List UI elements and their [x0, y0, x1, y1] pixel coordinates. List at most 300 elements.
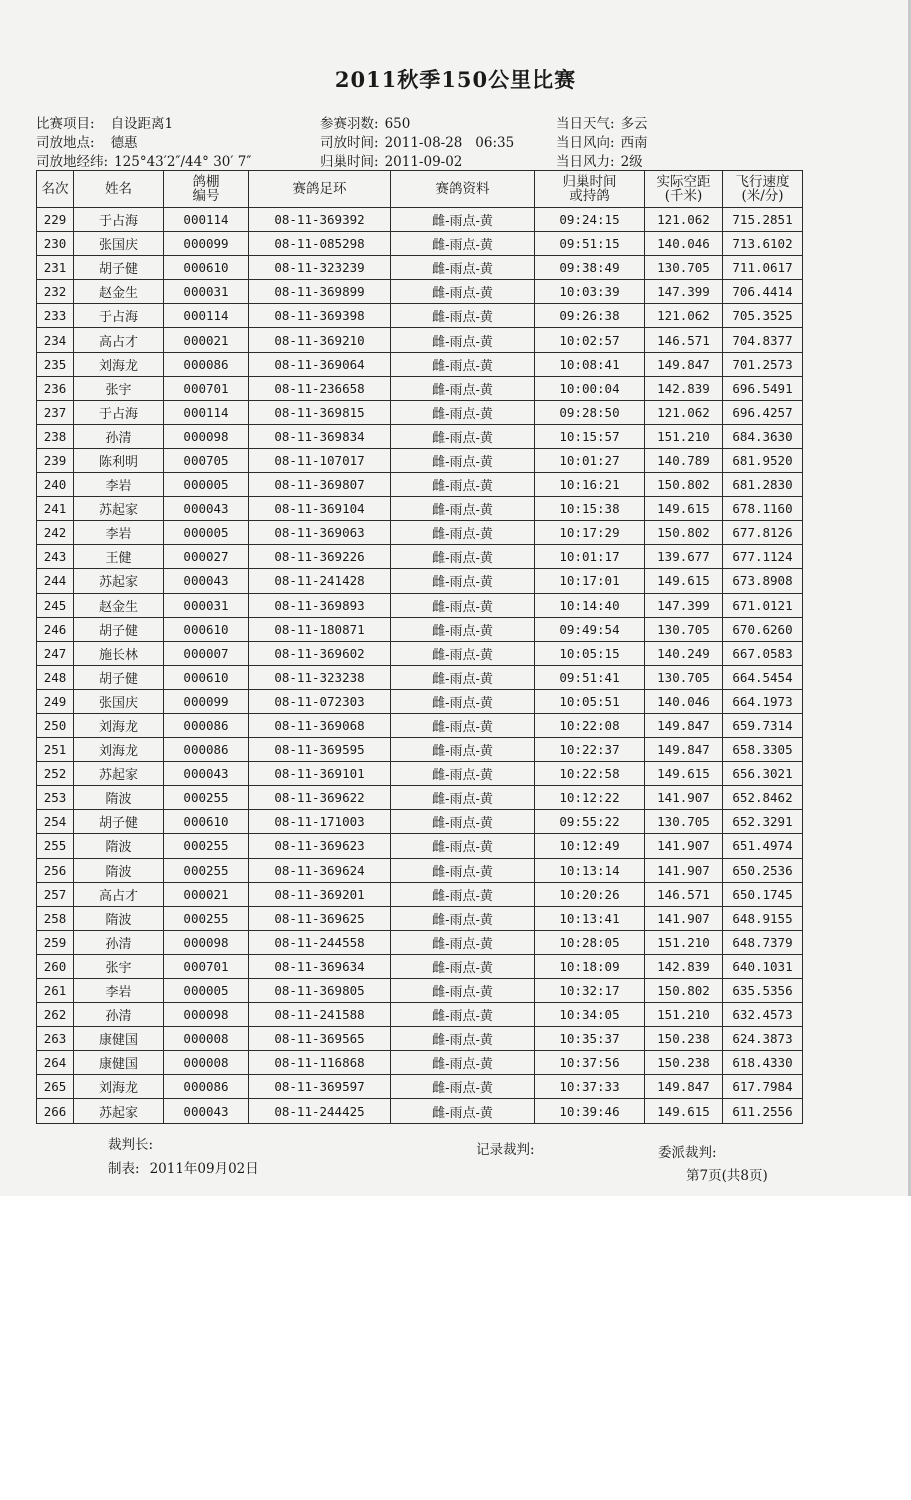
- cell-bird-info: 雌-雨点-黄: [391, 545, 535, 569]
- cell-return-time: 10:17:01: [535, 569, 645, 593]
- cell-return-time: 10:05:15: [535, 641, 645, 665]
- page-indicator: 第7页(共8页): [686, 1168, 768, 1184]
- cell-speed: 664.5454: [723, 665, 803, 689]
- table-row: [37, 786, 803, 810]
- cell-loft-id: 000005: [164, 473, 249, 497]
- cell-distance: 141.907: [645, 906, 723, 930]
- cell-ring-number: 08-11-369834: [249, 424, 391, 448]
- cell-return-time: 09:38:49: [535, 256, 645, 280]
- cell-rank: 248: [37, 665, 74, 689]
- table-header-row: [37, 171, 803, 208]
- cell-ring-number: 08-11-369807: [249, 473, 391, 497]
- table-row: [37, 400, 803, 424]
- cell-name: 胡子健: [74, 665, 164, 689]
- cell-ring-number: 08-11-369226: [249, 545, 391, 569]
- cell-loft-id: 000021: [164, 882, 249, 906]
- cell-rank: 266: [37, 1099, 74, 1123]
- cell-distance: 146.571: [645, 882, 723, 906]
- cell-name: 高占才: [74, 328, 164, 352]
- cell-speed: 659.7314: [723, 713, 803, 737]
- cell-rank: 237: [37, 400, 74, 424]
- cell-speed: 704.8377: [723, 328, 803, 352]
- cell-rank: 262: [37, 1003, 74, 1027]
- cell-distance: 149.847: [645, 352, 723, 376]
- meta-release-time: [320, 131, 514, 151]
- cell-return-time: 10:20:26: [535, 882, 645, 906]
- cell-name: 李岩: [74, 979, 164, 1003]
- cell-distance: 147.399: [645, 280, 723, 304]
- cell-rank: 256: [37, 858, 74, 882]
- cell-loft-id: 000114: [164, 304, 249, 328]
- cell-loft-id: 000043: [164, 497, 249, 521]
- cell-speed: 658.3305: [723, 738, 803, 762]
- meta-release-place-value: 德惠: [110, 135, 138, 151]
- cell-rank: 229: [37, 208, 74, 232]
- cell-speed: 664.1973: [723, 689, 803, 713]
- cell-name: 苏起家: [74, 1099, 164, 1123]
- table-row: [37, 497, 803, 521]
- column-header-loft-id: 鸽棚 编号: [164, 171, 249, 208]
- table-row: [37, 689, 803, 713]
- cell-speed: 677.1124: [723, 545, 803, 569]
- column-header-distance: 实际空距 (千米): [645, 171, 723, 208]
- cell-loft-id: 000027: [164, 545, 249, 569]
- cell-speed: 650.2536: [723, 858, 803, 882]
- cell-name: 陈利明: [74, 448, 164, 472]
- cell-return-time: 10:39:46: [535, 1099, 645, 1123]
- cell-speed: 677.8126: [723, 521, 803, 545]
- cell-rank: 247: [37, 641, 74, 665]
- results-table: [36, 170, 803, 1124]
- cell-distance: 140.046: [645, 232, 723, 256]
- cell-ring-number: 08-11-369899: [249, 280, 391, 304]
- cell-rank: 258: [37, 906, 74, 930]
- cell-loft-id: 000610: [164, 665, 249, 689]
- meta-release-time-value: 2011-08-28 06:35: [384, 135, 515, 151]
- cell-loft-id: 000098: [164, 930, 249, 954]
- cell-bird-info: 雌-雨点-黄: [391, 304, 535, 328]
- cell-bird-info: 雌-雨点-黄: [391, 232, 535, 256]
- cell-speed: 681.2830: [723, 473, 803, 497]
- cell-rank: 239: [37, 448, 74, 472]
- column-header-speed: 飞行速度 (米/分): [723, 171, 803, 208]
- cell-bird-info: 雌-雨点-黄: [391, 352, 535, 376]
- table-row: [37, 521, 803, 545]
- cell-distance: 130.705: [645, 665, 723, 689]
- cell-bird-info: 雌-雨点-黄: [391, 497, 535, 521]
- cell-distance: 142.839: [645, 376, 723, 400]
- table-row: [37, 232, 803, 256]
- cell-distance: 151.210: [645, 424, 723, 448]
- cell-return-time: 10:00:04: [535, 376, 645, 400]
- cell-speed: 640.1031: [723, 954, 803, 978]
- cell-distance: 121.062: [645, 208, 723, 232]
- table-row: [37, 762, 803, 786]
- cell-loft-id: 000255: [164, 906, 249, 930]
- column-header-bird-info: 赛鸽资料: [391, 171, 535, 208]
- table-row: [37, 569, 803, 593]
- cell-ring-number: 08-11-369201: [249, 882, 391, 906]
- cell-name: 施长林: [74, 641, 164, 665]
- table-row: [37, 834, 803, 858]
- cell-ring-number: 08-11-369392: [249, 208, 391, 232]
- table-row: [37, 810, 803, 834]
- table-row: [37, 1075, 803, 1099]
- cell-name: 于占海: [74, 208, 164, 232]
- cell-return-time: 10:18:09: [535, 954, 645, 978]
- cell-name: 隋波: [74, 858, 164, 882]
- cell-bird-info: 雌-雨点-黄: [391, 376, 535, 400]
- cell-bird-info: 雌-雨点-黄: [391, 930, 535, 954]
- cell-return-time: 09:28:50: [535, 400, 645, 424]
- cell-speed: 648.9155: [723, 906, 803, 930]
- table-row: [37, 376, 803, 400]
- cell-distance: 149.615: [645, 1099, 723, 1123]
- cell-return-time: 10:13:14: [535, 858, 645, 882]
- cell-speed: 656.3021: [723, 762, 803, 786]
- table-row: [37, 882, 803, 906]
- cell-rank: 232: [37, 280, 74, 304]
- cell-bird-info: 雌-雨点-黄: [391, 762, 535, 786]
- cell-speed: 696.5491: [723, 376, 803, 400]
- cell-bird-info: 雌-雨点-黄: [391, 713, 535, 737]
- cell-loft-id: 000031: [164, 280, 249, 304]
- table-body: [37, 208, 803, 1124]
- meta-release-place: [36, 131, 138, 151]
- table-row: [37, 665, 803, 689]
- cell-distance: 140.249: [645, 641, 723, 665]
- cell-return-time: 10:01:17: [535, 545, 645, 569]
- cell-bird-info: 雌-雨点-黄: [391, 641, 535, 665]
- cell-return-time: 10:01:27: [535, 448, 645, 472]
- table-row: [37, 1051, 803, 1075]
- cell-return-time: 10:12:49: [535, 834, 645, 858]
- meta-event-value: 自设距离1: [110, 116, 174, 132]
- cell-loft-id: 000099: [164, 232, 249, 256]
- cell-bird-info: 雌-雨点-黄: [391, 689, 535, 713]
- cell-distance: 150.802: [645, 979, 723, 1003]
- cell-ring-number: 08-11-369815: [249, 400, 391, 424]
- cell-return-time: 10:13:41: [535, 906, 645, 930]
- cell-bird-info: 雌-雨点-黄: [391, 738, 535, 762]
- cell-speed: 678.1160: [723, 497, 803, 521]
- cell-ring-number: 08-11-369624: [249, 858, 391, 882]
- cell-ring-number: 08-11-236658: [249, 376, 391, 400]
- cell-speed: 648.7379: [723, 930, 803, 954]
- meta-weather: [556, 112, 648, 132]
- meta-return-time-value: 2011-09-02: [384, 154, 463, 170]
- cell-name: 赵金生: [74, 280, 164, 304]
- cell-bird-info: 雌-雨点-黄: [391, 400, 535, 424]
- cell-loft-id: 000021: [164, 328, 249, 352]
- cell-rank: 246: [37, 617, 74, 641]
- cell-return-time: 10:28:05: [535, 930, 645, 954]
- cell-ring-number: 08-11-369634: [249, 954, 391, 978]
- cell-bird-info: 雌-雨点-黄: [391, 858, 535, 882]
- table-row: [37, 906, 803, 930]
- table-row: [37, 858, 803, 882]
- cell-bird-info: 雌-雨点-黄: [391, 882, 535, 906]
- cell-return-time: 09:26:38: [535, 304, 645, 328]
- cell-speed: 671.0121: [723, 593, 803, 617]
- cell-bird-info: 雌-雨点-黄: [391, 256, 535, 280]
- cell-name: 苏起家: [74, 569, 164, 593]
- meta-entries-label: 参赛羽数:: [320, 116, 379, 132]
- cell-speed: 667.0583: [723, 641, 803, 665]
- cell-speed: 611.2556: [723, 1099, 803, 1123]
- cell-speed: 617.7984: [723, 1075, 803, 1099]
- cell-loft-id: 000005: [164, 979, 249, 1003]
- cell-bird-info: 雌-雨点-黄: [391, 569, 535, 593]
- cell-name: 苏起家: [74, 762, 164, 786]
- cell-distance: 149.847: [645, 738, 723, 762]
- meta-weather-value: 多云: [620, 116, 648, 132]
- cell-loft-id: 000610: [164, 810, 249, 834]
- cell-ring-number: 08-11-116868: [249, 1051, 391, 1075]
- cell-loft-id: 000086: [164, 1075, 249, 1099]
- cell-loft-id: 000005: [164, 521, 249, 545]
- cell-loft-id: 000610: [164, 256, 249, 280]
- cell-bird-info: 雌-雨点-黄: [391, 954, 535, 978]
- meta-wind-dir-label: 当日风向:: [556, 135, 615, 151]
- cell-return-time: 10:35:37: [535, 1027, 645, 1051]
- cell-loft-id: 000255: [164, 834, 249, 858]
- cell-loft-id: 000114: [164, 208, 249, 232]
- cell-bird-info: 雌-雨点-黄: [391, 979, 535, 1003]
- cell-bird-info: 雌-雨点-黄: [391, 1075, 535, 1099]
- cell-ring-number: 08-11-241428: [249, 569, 391, 593]
- cell-speed: 705.3525: [723, 304, 803, 328]
- cell-name: 胡子健: [74, 810, 164, 834]
- made-date: [108, 1157, 259, 1177]
- cell-bird-info: 雌-雨点-黄: [391, 521, 535, 545]
- cell-rank: 260: [37, 954, 74, 978]
- table-row: [37, 328, 803, 352]
- cell-rank: 257: [37, 882, 74, 906]
- cell-name: 张宇: [74, 376, 164, 400]
- cell-loft-id: 000086: [164, 713, 249, 737]
- cell-speed: 635.5356: [723, 979, 803, 1003]
- cell-return-time: 10:02:57: [535, 328, 645, 352]
- cell-speed: 711.0617: [723, 256, 803, 280]
- cell-name: 胡子健: [74, 256, 164, 280]
- cell-rank: 261: [37, 979, 74, 1003]
- cell-distance: 130.705: [645, 810, 723, 834]
- cell-speed: 632.4573: [723, 1003, 803, 1027]
- cell-ring-number: 08-11-369104: [249, 497, 391, 521]
- cell-name: 隋波: [74, 906, 164, 930]
- cell-return-time: 09:51:41: [535, 665, 645, 689]
- cell-name: 孙清: [74, 1003, 164, 1027]
- cell-bird-info: 雌-雨点-黄: [391, 786, 535, 810]
- table-row: [37, 617, 803, 641]
- cell-loft-id: 000008: [164, 1027, 249, 1051]
- cell-distance: 139.677: [645, 545, 723, 569]
- cell-ring-number: 08-11-107017: [249, 448, 391, 472]
- cell-ring-number: 08-11-244425: [249, 1099, 391, 1123]
- cell-return-time: 10:16:21: [535, 473, 645, 497]
- cell-return-time: 10:22:58: [535, 762, 645, 786]
- cell-distance: 149.847: [645, 713, 723, 737]
- table-row: [37, 473, 803, 497]
- cell-ring-number: 08-11-369063: [249, 521, 391, 545]
- table-row: [37, 593, 803, 617]
- cell-rank: 240: [37, 473, 74, 497]
- cell-loft-id: 000701: [164, 954, 249, 978]
- cell-return-time: 10:17:29: [535, 521, 645, 545]
- cell-name: 张国庆: [74, 232, 164, 256]
- cell-loft-id: 000255: [164, 786, 249, 810]
- column-header-ring-number: 赛鸽足环: [249, 171, 391, 208]
- cell-distance: 150.238: [645, 1051, 723, 1075]
- cell-ring-number: 08-11-323238: [249, 665, 391, 689]
- cell-rank: 259: [37, 930, 74, 954]
- meta-wind-dir: [556, 131, 648, 151]
- cell-ring-number: 08-11-369623: [249, 834, 391, 858]
- cell-speed: 715.2851: [723, 208, 803, 232]
- cell-rank: 263: [37, 1027, 74, 1051]
- meta-event: [36, 112, 173, 132]
- cell-speed: 673.8908: [723, 569, 803, 593]
- cell-ring-number: 08-11-369597: [249, 1075, 391, 1099]
- cell-name: 刘海龙: [74, 738, 164, 762]
- assigned-judge-label: 委派裁判:: [658, 1145, 717, 1161]
- cell-name: 李岩: [74, 473, 164, 497]
- cell-distance: 149.615: [645, 762, 723, 786]
- cell-rank: 252: [37, 762, 74, 786]
- cell-distance: 140.789: [645, 448, 723, 472]
- cell-speed: 652.3291: [723, 810, 803, 834]
- cell-speed: 670.6260: [723, 617, 803, 641]
- cell-rank: 233: [37, 304, 74, 328]
- cell-ring-number: 08-11-369210: [249, 328, 391, 352]
- cell-ring-number: 08-11-369068: [249, 713, 391, 737]
- cell-rank: 244: [37, 569, 74, 593]
- table-row: [37, 713, 803, 737]
- made-label: 制表:: [108, 1161, 140, 1177]
- table-row: [37, 424, 803, 448]
- cell-bird-info: 雌-雨点-黄: [391, 424, 535, 448]
- cell-distance: 149.847: [645, 1075, 723, 1099]
- cell-loft-id: 000701: [164, 376, 249, 400]
- cell-loft-id: 000114: [164, 400, 249, 424]
- cell-distance: 130.705: [645, 256, 723, 280]
- cell-rank: 251: [37, 738, 74, 762]
- cell-speed: 706.4414: [723, 280, 803, 304]
- cell-name: 高占才: [74, 882, 164, 906]
- cell-distance: 130.705: [645, 617, 723, 641]
- cell-loft-id: 000086: [164, 738, 249, 762]
- cell-bird-info: 雌-雨点-黄: [391, 810, 535, 834]
- cell-loft-id: 000007: [164, 641, 249, 665]
- cell-ring-number: 08-11-369565: [249, 1027, 391, 1051]
- cell-loft-id: 000255: [164, 858, 249, 882]
- cell-loft-id: 000098: [164, 424, 249, 448]
- meta-return-time-label: 归巢时间:: [320, 154, 379, 170]
- cell-name: 胡子健: [74, 617, 164, 641]
- cell-return-time: 10:37:33: [535, 1075, 645, 1099]
- cell-bird-info: 雌-雨点-黄: [391, 1027, 535, 1051]
- cell-ring-number: 08-11-323239: [249, 256, 391, 280]
- cell-return-time: 09:55:22: [535, 810, 645, 834]
- cell-ring-number: 08-11-369625: [249, 906, 391, 930]
- cell-loft-id: 000086: [164, 352, 249, 376]
- cell-return-time: 10:05:51: [535, 689, 645, 713]
- meta-coords-label: 司放地经纬:: [36, 154, 109, 170]
- cell-distance: 150.238: [645, 1027, 723, 1051]
- cell-return-time: 09:24:15: [535, 208, 645, 232]
- cell-name: 隋波: [74, 834, 164, 858]
- cell-bird-info: 雌-雨点-黄: [391, 665, 535, 689]
- table-row: [37, 208, 803, 232]
- cell-loft-id: 000043: [164, 1099, 249, 1123]
- table-row: [37, 979, 803, 1003]
- cell-distance: 140.046: [645, 689, 723, 713]
- cell-ring-number: 08-11-085298: [249, 232, 391, 256]
- cell-loft-id: 000098: [164, 1003, 249, 1027]
- record-judge-label: 记录裁判:: [476, 1142, 535, 1158]
- meta-release-time-label: 司放时间:: [320, 135, 379, 151]
- cell-return-time: 10:22:08: [535, 713, 645, 737]
- cell-loft-id: 000099: [164, 689, 249, 713]
- cell-loft-id: 000043: [164, 569, 249, 593]
- cell-return-time: 10:15:57: [535, 424, 645, 448]
- cell-loft-id: 000031: [164, 593, 249, 617]
- cell-rank: 264: [37, 1051, 74, 1075]
- cell-bird-info: 雌-雨点-黄: [391, 208, 535, 232]
- page-title: 2011秋季150公里比赛: [334, 67, 577, 92]
- meta-release-place-label: 司放地点:: [36, 135, 95, 151]
- cell-distance: 150.802: [645, 473, 723, 497]
- cell-distance: 147.399: [645, 593, 723, 617]
- cell-speed: 681.9520: [723, 448, 803, 472]
- cell-rank: 236: [37, 376, 74, 400]
- cell-rank: 250: [37, 713, 74, 737]
- cell-distance: 149.615: [645, 497, 723, 521]
- cell-ring-number: 08-11-369064: [249, 352, 391, 376]
- cell-rank: 243: [37, 545, 74, 569]
- cell-bird-info: 雌-雨点-黄: [391, 593, 535, 617]
- cell-rank: 235: [37, 352, 74, 376]
- table-row: [37, 1099, 803, 1123]
- table-row: [37, 1027, 803, 1051]
- cell-speed: 650.1745: [723, 882, 803, 906]
- cell-bird-info: 雌-雨点-黄: [391, 1099, 535, 1123]
- cell-name: 赵金生: [74, 593, 164, 617]
- cell-ring-number: 08-11-369398: [249, 304, 391, 328]
- cell-name: 刘海龙: [74, 713, 164, 737]
- cell-speed: 652.8462: [723, 786, 803, 810]
- cell-rank: 245: [37, 593, 74, 617]
- meta-entries-value: 650: [384, 116, 411, 132]
- cell-distance: 142.839: [645, 954, 723, 978]
- cell-name: 康健国: [74, 1051, 164, 1075]
- table-row: [37, 930, 803, 954]
- cell-distance: 151.210: [645, 1003, 723, 1027]
- meta-coords: [36, 150, 251, 170]
- chief-judge-label: 裁判长:: [108, 1137, 154, 1153]
- cell-rank: 249: [37, 689, 74, 713]
- cell-return-time: 10:08:41: [535, 352, 645, 376]
- cell-rank: 265: [37, 1075, 74, 1099]
- cell-name: 张宇: [74, 954, 164, 978]
- cell-speed: 701.2573: [723, 352, 803, 376]
- cell-name: 隋波: [74, 786, 164, 810]
- cell-name: 于占海: [74, 400, 164, 424]
- cell-return-time: 10:03:39: [535, 280, 645, 304]
- cell-speed: 618.4330: [723, 1051, 803, 1075]
- cell-name: 张国庆: [74, 689, 164, 713]
